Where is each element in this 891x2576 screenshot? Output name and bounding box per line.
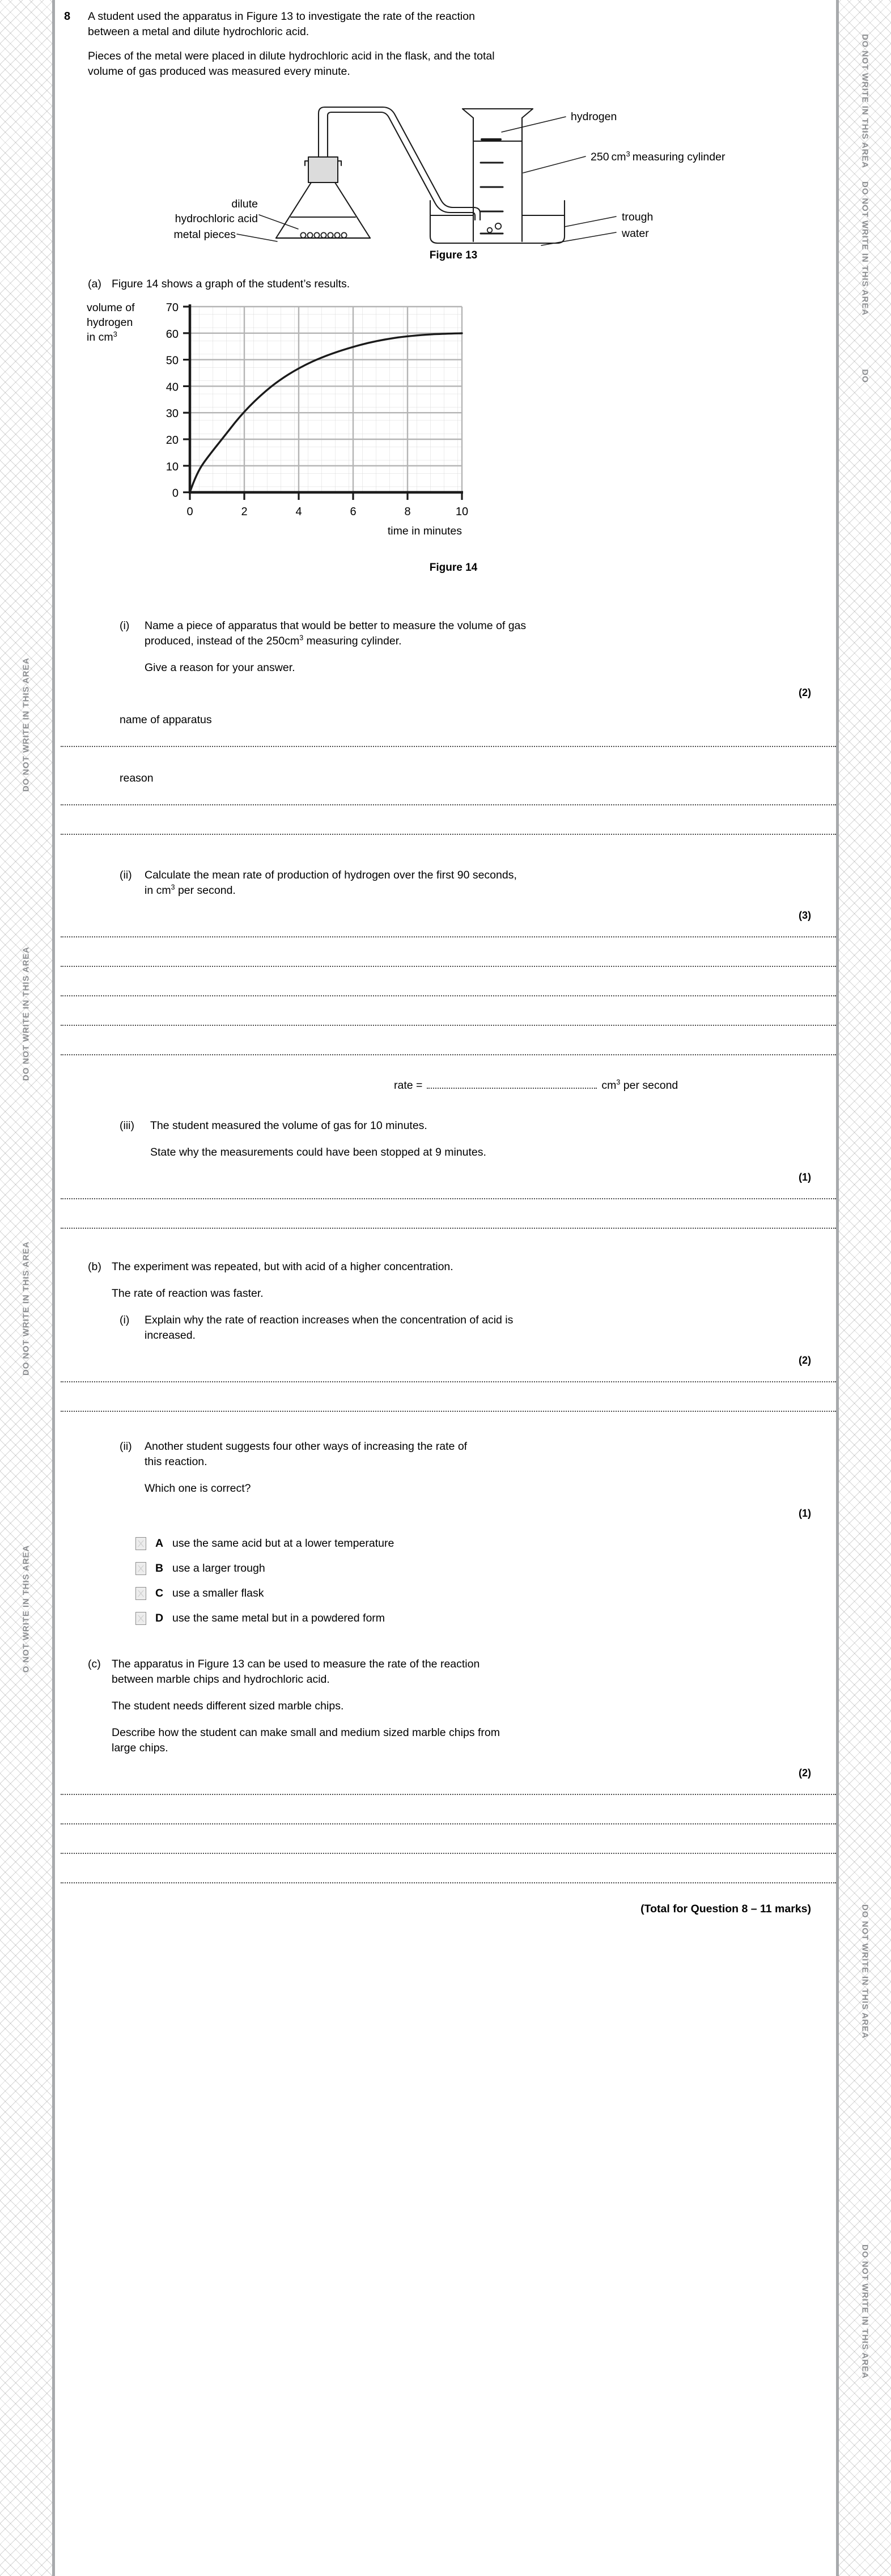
part-b-i-label: (i) bbox=[120, 1314, 130, 1326]
part-b-label: (b) bbox=[88, 1261, 101, 1273]
part-a-ii-line1: Calculate the mean rate of production of hydrogen over the first 90 seconds, bbox=[145, 869, 517, 881]
ytick-30: 30 bbox=[166, 408, 179, 421]
part-a-i-unit: cm bbox=[285, 635, 300, 647]
rate-answer-blank[interactable] bbox=[427, 1081, 597, 1089]
mcq-option-c[interactable] bbox=[135, 1581, 830, 1606]
part-a-i-line2-pre: produced, instead of the 250 bbox=[145, 635, 285, 647]
part-b-line2: The rate of reaction was faster. bbox=[112, 1287, 264, 1300]
part-b-i-marks: (2) bbox=[799, 1355, 811, 1366]
label-hydrochloric-acid: hydrochloric acid bbox=[175, 213, 258, 225]
label-metal-pieces: metal pieces bbox=[173, 228, 236, 241]
xtick-4: 4 bbox=[295, 506, 302, 518]
label-trough: trough bbox=[622, 211, 654, 223]
part-b-ii-marks: (1) bbox=[799, 1508, 811, 1519]
ylabel-line1: volume of bbox=[87, 302, 135, 314]
part-a-i-marks: (2) bbox=[799, 687, 811, 698]
xtick-2: 2 bbox=[241, 506, 248, 518]
part-a-iii-line2: State why the measurements could have been stopped at 9 minutes. bbox=[150, 1146, 486, 1158]
xtick-6: 6 bbox=[350, 506, 357, 518]
part-b-ii-line3: Which one is correct? bbox=[145, 1482, 251, 1495]
figure-13 bbox=[88, 79, 830, 249]
left-margin-notice-2: DO NOT WRITE IN THIS AREA bbox=[21, 947, 31, 1081]
mcq-options bbox=[88, 1531, 830, 1631]
xtick-10: 10 bbox=[455, 506, 469, 518]
part-a-ii-sup: 3 bbox=[171, 883, 175, 892]
left-margin-hatch bbox=[0, 0, 52, 2576]
ylabel-line2: hydrogen bbox=[87, 316, 133, 329]
xlabel: time in minutes bbox=[387, 525, 462, 537]
rate-answer-prefix: rate = bbox=[394, 1079, 423, 1092]
mcq-option-b[interactable] bbox=[135, 1556, 830, 1581]
question-stem2-line2: volume of gas produced was measured every minute. bbox=[88, 65, 350, 78]
reason-prompt: reason bbox=[120, 772, 154, 784]
figure-13-drawing bbox=[77, 84, 830, 254]
part-b bbox=[88, 1259, 830, 1301]
part-c-line5: large chips. bbox=[112, 1742, 168, 1754]
mcq-letter-a: A bbox=[155, 1537, 164, 1550]
part-a-ii-label: (ii) bbox=[120, 869, 132, 881]
page-content bbox=[55, 0, 836, 2576]
ytick-40: 40 bbox=[166, 381, 179, 394]
right-margin-notice-5: DO NOT WRITE IN THIS AREA bbox=[860, 2244, 870, 2379]
part-a-ii-line2 bbox=[145, 883, 830, 898]
label-hydrogen: hydrogen bbox=[571, 111, 617, 123]
part-a-i-line2 bbox=[145, 634, 830, 649]
part-c-line4: Describe how the student can make small and medium sized marble chips from bbox=[112, 1726, 500, 1739]
right-margin-rule bbox=[836, 0, 839, 2576]
part-a-iii-label: (iii) bbox=[120, 1119, 134, 1132]
part-b-line1: The experiment was repeated, but with acid of a higher concentration. bbox=[112, 1261, 453, 1273]
question-stem2-line1: Pieces of the metal were placed in dilute hydrochloric acid in the flask, and the total bbox=[88, 50, 495, 62]
left-margin-notice-1: DO NOT WRITE IN THIS AREA bbox=[21, 657, 31, 792]
part-c-line3: The student needs different sized marble chips. bbox=[112, 1700, 344, 1712]
part-c-line1: The apparatus in Figure 13 can be used to measure the rate of the reaction bbox=[112, 1658, 480, 1670]
figure-14-caption: Figure 14 bbox=[429, 562, 478, 574]
right-margin-notice-3: DO bbox=[860, 369, 870, 383]
part-a-text: Figure 14 shows a graph of the student’s results. bbox=[112, 278, 350, 290]
part-b-ii-line1: Another student suggests four other ways of increasing the rate of bbox=[145, 1440, 468, 1453]
question-stem-line1: A student used the apparatus in Figure 13 to investigate the rate of the reaction bbox=[88, 10, 475, 23]
part-c bbox=[88, 1657, 830, 1756]
part-a-i bbox=[120, 618, 830, 676]
left-margin-notice-3: DO NOT WRITE IN THIS AREA bbox=[21, 1241, 31, 1376]
part-a-i-label: (i) bbox=[120, 619, 130, 632]
part-c-label: (c) bbox=[88, 1658, 101, 1670]
left-margin-notice-4: O NOT WRITE IN THIS AREA bbox=[21, 1544, 31, 1673]
right-margin-notice-4: DO NOT WRITE IN THIS AREA bbox=[860, 1904, 870, 2039]
label-dilute: dilute bbox=[231, 198, 258, 210]
part-a-i-line1: Name a piece of apparatus that would be better to measure the volume of gas bbox=[145, 619, 527, 632]
part-a-label: (a) bbox=[88, 278, 101, 290]
part-a-ii bbox=[120, 868, 830, 898]
label-measuring-cylinder: 250 $cm^3$ measuring cylinder bbox=[591, 150, 725, 163]
mcq-text-b: use a larger trough bbox=[172, 1561, 265, 1575]
ytick-70: 70 bbox=[166, 302, 179, 314]
figure-13-caption: Figure 13 bbox=[429, 249, 478, 261]
part-b-i bbox=[120, 1313, 830, 1343]
right-margin-notice-1: DO NOT WRITE IN THIS AREA bbox=[860, 34, 870, 168]
ytick-60: 60 bbox=[166, 328, 179, 341]
part-a-iii bbox=[120, 1118, 830, 1160]
part-b-i-line2: increased. bbox=[145, 1329, 196, 1342]
mcq-letter-c: C bbox=[155, 1586, 164, 1599]
checkbox-a[interactable] bbox=[135, 1537, 146, 1550]
question-body bbox=[88, 0, 830, 1916]
part-b-ii bbox=[120, 1439, 830, 1496]
ytick-10: 10 bbox=[166, 460, 179, 473]
rate-answer-row bbox=[394, 1079, 830, 1092]
xtick-0: 0 bbox=[186, 506, 193, 518]
part-c-line2: between marble chips and hydrochloric acid. bbox=[112, 1673, 330, 1686]
xtick-8: 8 bbox=[404, 506, 411, 518]
part-b-ii-label: (ii) bbox=[120, 1440, 132, 1453]
part-a-iii-marks: (1) bbox=[799, 1172, 811, 1183]
rate-answer-unit: $cm^3$ per second bbox=[601, 1078, 678, 1092]
part-a-i-line2-post: measuring cylinder. bbox=[306, 635, 402, 647]
part-a-iii-line1: The student measured the volume of gas for 10 minutes. bbox=[150, 1119, 427, 1132]
right-margin-notice-2: DO NOT WRITE IN THIS AREA bbox=[860, 181, 870, 316]
part-a-ii-line2-pre: in cm bbox=[145, 884, 171, 897]
ylabel-line3: in $cm^3$ bbox=[87, 330, 117, 343]
label-water: water bbox=[622, 227, 649, 240]
ytick-20: 20 bbox=[166, 434, 179, 447]
part-c-marks: (2) bbox=[799, 1767, 811, 1779]
part-b-ii-line2: this reaction. bbox=[145, 1455, 207, 1468]
part-a-ii-line2-post: per second. bbox=[175, 884, 236, 897]
checkbox-d[interactable] bbox=[135, 1612, 146, 1625]
mcq-option-a[interactable] bbox=[135, 1531, 830, 1556]
name-of-apparatus-prompt: name of apparatus bbox=[120, 714, 212, 726]
figure-14-chart bbox=[77, 301, 830, 567]
mcq-letter-b: B bbox=[155, 1561, 164, 1575]
right-margin-hatch bbox=[839, 0, 891, 2576]
part-a-ii-marks: (3) bbox=[799, 910, 811, 921]
part-a bbox=[88, 277, 830, 292]
mcq-letter-d: D bbox=[155, 1611, 164, 1624]
part-b-i-line1: Explain why the rate of reaction increases when the concentration of acid is bbox=[145, 1314, 514, 1326]
checkbox-c[interactable] bbox=[135, 1587, 146, 1600]
ytick-0: 0 bbox=[172, 487, 179, 500]
mcq-text-d: use the same metal but in a powdered form bbox=[172, 1611, 385, 1624]
mcq-text-c: use a smaller flask bbox=[172, 1586, 264, 1599]
mcq-text-a: use the same acid but at a lower temperature bbox=[172, 1537, 394, 1550]
checkbox-b[interactable] bbox=[135, 1562, 146, 1575]
question-stem-line2: between a metal and dilute hydrochloric acid. bbox=[88, 26, 309, 38]
question-total: (Total for Question 8 – 11 marks) bbox=[640, 1903, 811, 1915]
part-a-i-line3: Give a reason for your answer. bbox=[145, 661, 295, 674]
ytick-50: 50 bbox=[166, 354, 179, 367]
question-number: 8 bbox=[64, 10, 71, 23]
figure-14 bbox=[88, 292, 830, 564]
mcq-option-d[interactable] bbox=[135, 1606, 830, 1631]
part-a-i-sup: 3 bbox=[299, 634, 304, 642]
